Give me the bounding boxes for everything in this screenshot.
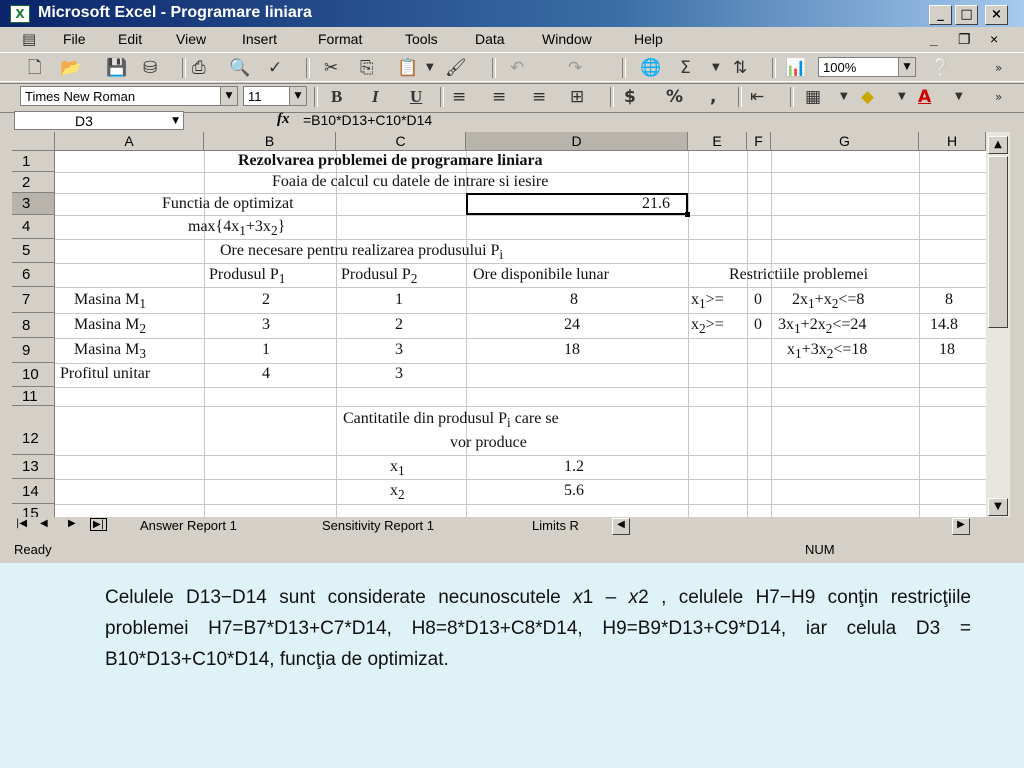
cell-subtitle[interactable]: Foaia de calcul cu datele de intrare si iesire [272, 173, 549, 190]
name-box-value: D3 [75, 113, 93, 129]
cell-h9[interactable]: 18 [939, 341, 955, 358]
row-header[interactable]: 7 [12, 287, 55, 313]
align-right-icon[interactable]: ≡ [532, 87, 547, 107]
title-bar [0, 0, 1024, 27]
format-painter-icon[interactable]: 🖌 [445, 58, 467, 78]
help-icon[interactable]: ❔ [930, 58, 952, 78]
text: x [691, 316, 699, 333]
tab-scroll-left-button[interactable]: ◀ [612, 518, 630, 535]
cell-e7[interactable] [691, 291, 724, 312]
formula-input[interactable]: =B10*D13+C10*D14 [303, 112, 433, 128]
text: Ore necesare pentru realizarea produsului P [220, 242, 500, 259]
row-header[interactable]: 9 [12, 338, 55, 363]
underline-button[interactable]: U [410, 87, 423, 106]
formatting-toolbar [0, 81, 1024, 113]
sheet-tab-sensitivity[interactable]: Sensitivity Report 1 [322, 518, 434, 533]
minimize-button[interactable]: _ [929, 5, 952, 25]
subscript: 2 [139, 321, 146, 337]
menu-window[interactable]: Window [542, 31, 592, 47]
text: <=18 [833, 341, 868, 358]
next-sheet-icon[interactable]: ▶ [68, 518, 76, 529]
cell-a7[interactable] [74, 291, 146, 312]
subscript: 2 [825, 321, 833, 337]
status-ready: Ready [14, 542, 52, 557]
save-icon[interactable]: 💾 [106, 58, 128, 78]
text: care se [510, 410, 559, 427]
scroll-thumb[interactable] [988, 156, 1008, 328]
caption-text: , celulele H7−H9 conţin restricţiile problemei H7=B7*D13+C7*D14, H8=8*D13+C8*D14, H9=B9*D13+C9*D14, iar celula D3 = B10*D13+C10*D14, funcţia de optimizat. [105, 587, 971, 670]
cell-c9[interactable]: 3 [395, 341, 403, 358]
subscript: 1 [239, 223, 246, 239]
text: <=8 [838, 291, 865, 308]
align-left-icon[interactable]: ≡ [452, 87, 467, 107]
cell-c14[interactable] [390, 482, 405, 503]
subscript: 2 [826, 346, 834, 362]
row-header[interactable]: 4 [12, 215, 55, 239]
new-icon[interactable]: 🗋 [28, 58, 42, 78]
row-header[interactable]: 11 [12, 387, 55, 406]
cell-g8[interactable] [778, 316, 866, 337]
row-header[interactable]: 2 [12, 172, 55, 193]
caption-text: 1 [582, 587, 594, 608]
prev-sheet-icon[interactable]: ◀ [40, 518, 48, 529]
text: } [277, 218, 286, 235]
subscript: i [507, 415, 511, 431]
cell-f8[interactable]: 0 [754, 316, 762, 333]
bold-button[interactable]: B [331, 87, 343, 106]
cell-b9[interactable]: 1 [262, 341, 270, 358]
workbook-icon[interactable]: ▤ [22, 30, 37, 48]
column-header-g[interactable]: G [771, 132, 919, 151]
cell-c8[interactable]: 2 [395, 316, 403, 333]
font-size-select[interactable] [243, 86, 307, 106]
autosum-icon[interactable]: Σ [680, 58, 691, 78]
chevron-down-icon: ▼ [289, 87, 306, 105]
subscript: 2 [699, 321, 706, 337]
comma-button[interactable]: , [710, 87, 717, 107]
hscroll-right-button[interactable]: ▶ [952, 518, 970, 535]
align-center-icon[interactable]: ≡ [492, 87, 507, 107]
subscript: 1 [398, 463, 405, 479]
borders-icon[interactable]: ▦ [805, 87, 822, 107]
row-header[interactable]: 3 [12, 193, 55, 215]
subscript: 1 [139, 296, 146, 312]
text: x [787, 341, 795, 358]
cell-d13[interactable]: 1.2 [564, 458, 584, 475]
row-header[interactable]: 14 [12, 479, 55, 504]
sheet-tabs-bar [12, 517, 1010, 537]
column-header-d[interactable]: D [466, 132, 688, 151]
zoom-select[interactable] [818, 57, 916, 77]
menu-view[interactable]: View [176, 31, 207, 47]
subscript: 2 [410, 271, 418, 287]
subscript: 1 [808, 296, 815, 312]
row-header[interactable]: 15 [12, 504, 55, 517]
paste-dropdown-icon[interactable]: ▼ [426, 62, 434, 73]
first-sheet-icon[interactable]: |◀ [16, 518, 28, 529]
text: x [691, 291, 699, 308]
select-all-corner[interactable] [12, 132, 55, 151]
caption-text: – [593, 587, 629, 608]
column-header-a[interactable]: A [55, 132, 204, 151]
doc-minimize-button[interactable]: _ [930, 31, 938, 47]
caption-text: 2 [638, 587, 649, 608]
cell-b6[interactable] [209, 266, 285, 287]
text: +3x [801, 341, 827, 358]
zoom-value: 100% [823, 60, 857, 75]
font-size-value: 11 [248, 89, 262, 104]
hyperlink-icon[interactable]: 🌐 [640, 58, 662, 78]
cell-c12-line2[interactable]: vor produce [450, 434, 527, 451]
doc-close-button[interactable]: × [990, 31, 999, 47]
menu-format[interactable]: Format [318, 31, 363, 47]
column-header-b[interactable]: B [204, 132, 336, 151]
menu-insert[interactable]: Insert [242, 31, 278, 47]
maximize-button[interactable]: □ [955, 5, 978, 25]
row-header[interactable]: 5 [12, 239, 55, 263]
caption-paragraph [105, 582, 971, 675]
permission-icon[interactable]: ⛁ [143, 58, 158, 78]
text: x [390, 458, 398, 475]
row-header[interactable]: 10 [12, 363, 55, 387]
vertical-scrollbar[interactable] [986, 132, 1010, 517]
column-header-f[interactable]: F [747, 132, 771, 151]
italic-button[interactable]: I [372, 87, 379, 106]
chart-wizard-icon[interactable]: 📊 [785, 58, 807, 78]
text: 2x [792, 291, 808, 308]
print-icon[interactable]: ⎙ [192, 58, 206, 78]
column-header-c[interactable]: C [336, 132, 466, 151]
subscript: 2 [270, 223, 278, 239]
cell-d9[interactable]: 18 [564, 341, 580, 358]
chevron-down-icon: ▼ [898, 58, 915, 76]
subscript: 2 [831, 296, 839, 312]
text: 3x [778, 316, 794, 333]
text: Produsul P [341, 266, 411, 283]
spreadsheet-grid[interactable] [12, 132, 986, 517]
menu-edit[interactable]: Edit [118, 31, 143, 47]
cell-b8[interactable]: 3 [262, 316, 270, 333]
print-preview-icon[interactable]: 🔍 [229, 58, 251, 78]
fill-handle[interactable] [685, 212, 690, 217]
cell-c7[interactable]: 1 [395, 291, 403, 308]
borders-dropdown-icon[interactable]: ▼ [840, 91, 848, 102]
text: x [390, 482, 398, 499]
caption-var: x [628, 587, 639, 608]
doc-restore-icon[interactable]: ❐ [958, 31, 971, 47]
undo-icon[interactable]: ↶ [510, 58, 525, 78]
currency-button[interactable]: $ [624, 87, 636, 107]
caption-text: Celulele D13−D14 sunt considerate necunoscutele [105, 587, 574, 608]
text: <=24 [832, 316, 867, 333]
row-header[interactable]: 12 [12, 406, 55, 455]
copy-icon[interactable]: ⎘ [360, 58, 374, 78]
cell-e8[interactable] [691, 316, 724, 337]
text: +2x [800, 316, 826, 333]
text: +x [814, 291, 832, 308]
sheet-tab-limits[interactable]: Limits R [532, 518, 579, 533]
cell-d14[interactable]: 5.6 [564, 482, 584, 499]
fill-color-dropdown-icon[interactable]: ▼ [898, 91, 906, 102]
cell-g6[interactable]: Restrictiile problemei [729, 266, 869, 283]
merge-center-icon[interactable]: ⊞ [570, 87, 585, 107]
cell-b10[interactable]: 4 [262, 365, 270, 382]
chevron-down-icon: ▼ [220, 87, 237, 105]
cell-a9[interactable] [74, 341, 146, 362]
column-header-e[interactable]: E [688, 132, 747, 151]
last-sheet-icon[interactable]: ▶| [90, 518, 107, 531]
cell-title[interactable]: Rezolvarea problemei de programare liniara [238, 152, 543, 169]
cut-icon[interactable]: ✂ [324, 58, 339, 78]
formula-bar [0, 110, 1024, 132]
menu-file[interactable]: File [63, 31, 86, 47]
font-color-dropdown-icon[interactable]: ▼ [955, 91, 963, 102]
subscript: 1 [278, 271, 286, 287]
open-icon[interactable]: 📂 [60, 58, 82, 78]
toolbar-options-icon[interactable]: » [995, 90, 1003, 104]
cell-a8[interactable] [74, 316, 146, 337]
menu-help[interactable]: Help [634, 31, 663, 47]
row-header[interactable]: 13 [12, 455, 55, 479]
menu-data[interactable]: Data [475, 31, 505, 47]
sheet-tab-answer[interactable]: Answer Report 1 [140, 518, 237, 533]
menu-bar [0, 28, 1024, 52]
cell-r5-header[interactable] [220, 242, 503, 263]
cell-f7[interactable]: 0 [754, 291, 762, 308]
fill-color-icon[interactable]: ◆ [861, 87, 875, 107]
caption-var: x [573, 587, 583, 608]
text: >= [705, 291, 724, 308]
cell-c12-line1[interactable] [343, 410, 559, 431]
toolbar-options-icon[interactable]: » [995, 61, 1003, 75]
status-num: NUM [805, 542, 835, 557]
cell-c10[interactable]: 3 [395, 365, 403, 382]
row-header[interactable]: 8 [12, 313, 55, 338]
cell-a3[interactable]: Functia de optimizat [162, 195, 294, 212]
text: Produsul P [209, 266, 279, 283]
standard-toolbar [0, 52, 1024, 84]
menu-tools[interactable]: Tools [405, 31, 438, 47]
excel-app-icon[interactable]: X [10, 5, 30, 23]
text: Masina M [74, 316, 140, 333]
cell-h8[interactable]: 14.8 [930, 316, 958, 333]
status-bar [0, 539, 1024, 561]
text: max{4x [188, 218, 240, 235]
scroll-up-button[interactable]: ▲ [988, 136, 1008, 154]
font-name-select[interactable] [20, 86, 238, 106]
cell-c6[interactable] [341, 266, 417, 287]
cell-h7[interactable]: 8 [945, 291, 953, 308]
text: Cantitatile din produsul P [343, 410, 507, 427]
subscript: 2 [398, 487, 405, 503]
cell-d7[interactable]: 8 [570, 291, 578, 308]
text: Masina M [74, 341, 140, 358]
cell-d8[interactable]: 24 [564, 316, 580, 333]
subscript: i [499, 247, 504, 263]
cell-d6[interactable]: Ore disponibile lunar [473, 266, 609, 283]
cell-b7[interactable]: 2 [262, 291, 270, 308]
text: Masina M [74, 291, 140, 308]
sort-ascending-icon[interactable]: ⇅ [733, 58, 748, 78]
subscript: 1 [794, 321, 801, 337]
spelling-icon[interactable]: ✓ [268, 58, 283, 78]
row-header[interactable]: 6 [12, 263, 55, 287]
column-header-h[interactable]: H [919, 132, 986, 151]
cell-g9[interactable] [787, 341, 867, 362]
window-title: Microsoft Excel - Programare liniara [38, 4, 312, 21]
cell-c13[interactable] [390, 458, 405, 479]
cell-objective-formula[interactable] [188, 218, 285, 239]
cell-g7[interactable] [792, 291, 864, 312]
fx-icon[interactable]: fx [277, 111, 290, 127]
scroll-down-button[interactable]: ▼ [988, 498, 1008, 516]
subscript: 3 [139, 346, 146, 362]
redo-icon[interactable]: ↷ [568, 58, 583, 78]
subscript: 1 [795, 346, 802, 362]
close-button[interactable]: × [985, 5, 1008, 25]
paste-icon[interactable]: 📋 [397, 58, 419, 78]
subscript: 1 [699, 296, 706, 312]
percent-button[interactable]: % [666, 87, 684, 107]
font-color-icon[interactable]: A [918, 87, 932, 107]
cell-d3-value[interactable]: 21.6 [642, 195, 670, 212]
text: +3x [245, 218, 271, 235]
name-box[interactable] [14, 111, 184, 130]
autosum-dropdown-icon[interactable]: ▼ [712, 62, 720, 73]
chevron-down-icon: ▼ [172, 116, 179, 126]
text: >= [705, 316, 724, 333]
decrease-indent-icon[interactable]: ⇤ [750, 87, 765, 107]
row-header[interactable]: 1 [12, 151, 55, 172]
cell-a10[interactable]: Profitul unitar [60, 365, 151, 382]
font-name-value: Times New Roman [25, 89, 136, 104]
